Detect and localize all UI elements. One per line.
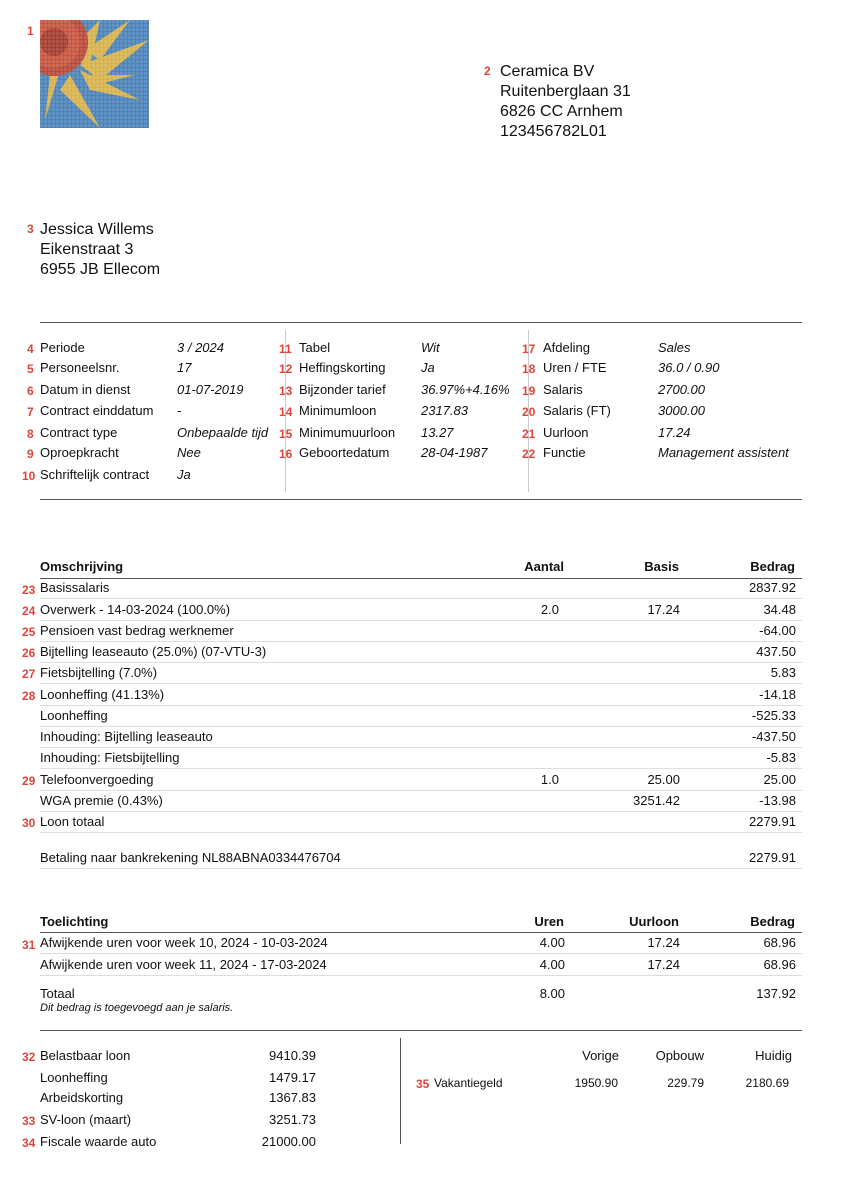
marker: 12 bbox=[279, 362, 293, 376]
marker: 23 bbox=[22, 583, 36, 597]
row-bedrag: 68.96 bbox=[763, 957, 796, 972]
row-bedrag: -525.33 bbox=[751, 708, 796, 723]
marker: 20 bbox=[522, 405, 536, 419]
info-label: Geboortedatum bbox=[299, 445, 390, 460]
info-value: 2700.00 bbox=[658, 382, 705, 397]
summary-label: Belastbaar loon bbox=[40, 1048, 131, 1063]
marker: 6 bbox=[27, 384, 34, 398]
row-divider bbox=[40, 868, 802, 869]
summary-value: 1367.83 bbox=[269, 1090, 316, 1105]
header-opbouw: Opbouw bbox=[655, 1048, 704, 1063]
vakantiegeld-huidig: 2180.69 bbox=[745, 1076, 789, 1090]
row-desc: Telefoonvergoeding bbox=[40, 772, 154, 787]
toelichting-note: Dit bedrag is toegevoegd aan je salaris. bbox=[40, 1002, 234, 1014]
row-desc: Loonheffing bbox=[40, 708, 108, 723]
total-desc: Totaal bbox=[40, 986, 75, 1001]
info-value: 01-07-2019 bbox=[177, 382, 244, 397]
row-divider bbox=[40, 662, 802, 663]
row-desc: Basissalaris bbox=[40, 580, 110, 595]
marker: 5 bbox=[27, 362, 34, 376]
row-desc: Loon totaal bbox=[40, 814, 105, 829]
row-uren: 4.00 bbox=[539, 957, 565, 972]
payment-bedrag: 2279.91 bbox=[749, 850, 796, 865]
divider bbox=[40, 932, 802, 933]
divider bbox=[40, 499, 802, 500]
row-divider bbox=[40, 705, 802, 706]
row-aantal: 1.0 bbox=[540, 772, 559, 787]
header-uren: Uren bbox=[534, 914, 564, 929]
marker: 19 bbox=[522, 384, 536, 398]
info-value: Onbepaalde tijd bbox=[177, 425, 269, 440]
marker: 14 bbox=[279, 405, 293, 419]
employee-street: Eikenstraat 3 bbox=[40, 241, 134, 258]
row-uurloon: 17.24 bbox=[647, 935, 680, 950]
divider bbox=[40, 578, 802, 579]
row-bedrag: -64.00 bbox=[759, 623, 796, 638]
total-bedrag: 137.92 bbox=[756, 986, 796, 1001]
info-label: Tabel bbox=[299, 340, 331, 355]
row-bedrag: 437.50 bbox=[756, 644, 796, 659]
header-uurloon: Uurloon bbox=[629, 914, 679, 929]
marker: 2 bbox=[484, 64, 491, 78]
info-value: - bbox=[177, 403, 182, 418]
row-divider bbox=[40, 683, 802, 684]
row-bedrag: 2279.91 bbox=[749, 814, 796, 829]
header-bedrag: Bedrag bbox=[750, 559, 795, 574]
row-bedrag: 34.48 bbox=[763, 602, 796, 617]
marker: 10 bbox=[22, 469, 36, 483]
row-bedrag: 2837.92 bbox=[749, 580, 796, 595]
summary-value: 3251.73 bbox=[269, 1112, 316, 1127]
info-value: 3000.00 bbox=[658, 403, 705, 418]
info-label: Contract type bbox=[40, 425, 118, 440]
marker: 4 bbox=[27, 342, 34, 356]
info-label: Personeelsnr. bbox=[40, 360, 120, 375]
divider bbox=[40, 322, 802, 323]
info-label: Bijzonder tarief bbox=[299, 382, 386, 397]
divider bbox=[40, 1030, 802, 1031]
info-value: Nee bbox=[177, 445, 201, 460]
header-omschrijving: Omschrijving bbox=[40, 559, 124, 574]
row-uren: 4.00 bbox=[539, 935, 565, 950]
info-label: Uren / FTE bbox=[543, 360, 607, 375]
info-label: Uurloon bbox=[543, 425, 589, 440]
marker: 24 bbox=[22, 604, 36, 618]
marker: 13 bbox=[279, 384, 293, 398]
row-desc: Afwijkende uren voor week 11, 2024 - 17-03-2024 bbox=[40, 957, 327, 972]
info-value: Ja bbox=[421, 360, 435, 375]
info-value: 13.27 bbox=[421, 425, 454, 440]
info-label: Afdeling bbox=[543, 340, 590, 355]
marker: 31 bbox=[22, 938, 36, 952]
row-divider bbox=[40, 811, 802, 812]
vakantiegeld-label: Vakantiegeld bbox=[434, 1076, 503, 1090]
row-desc: Loonheffing (41.13%) bbox=[40, 687, 165, 702]
row-desc: Inhouding: Bijtelling leaseauto bbox=[40, 729, 213, 744]
marker: 33 bbox=[22, 1114, 36, 1128]
row-basis: 25.00 bbox=[647, 772, 680, 787]
info-value: Wit bbox=[421, 340, 440, 355]
employer-number: 123456782L01 bbox=[500, 123, 607, 140]
company-logo bbox=[40, 20, 149, 128]
info-value: Ja bbox=[177, 467, 191, 482]
info-value: Sales bbox=[658, 340, 691, 355]
marker: 26 bbox=[22, 646, 36, 660]
info-label: Contract einddatum bbox=[40, 403, 154, 418]
marker: 25 bbox=[22, 625, 36, 639]
row-desc: Bijtelling leaseauto (25.0%) (07-VTU-3) bbox=[40, 644, 267, 659]
row-desc: Overwerk - 14-03-2024 (100.0%) bbox=[40, 602, 231, 617]
header-vorige: Vorige bbox=[582, 1048, 619, 1063]
summary-value: 9410.39 bbox=[269, 1048, 316, 1063]
summary-value: 1479.17 bbox=[269, 1070, 316, 1085]
info-label: Minimumuurloon bbox=[299, 425, 396, 440]
row-bedrag: -14.18 bbox=[759, 687, 796, 702]
employer-street: Ruitenberglaan 31 bbox=[500, 83, 631, 100]
marker: 28 bbox=[22, 689, 36, 703]
row-divider bbox=[40, 726, 802, 727]
employee-name: Jessica Willems bbox=[40, 221, 154, 238]
vakantiegeld-opbouw: 229.79 bbox=[667, 1076, 704, 1090]
marker: 15 bbox=[279, 427, 293, 441]
marker: 32 bbox=[22, 1050, 36, 1064]
info-value: 36.97%+4.16% bbox=[421, 382, 510, 397]
marker: 1 bbox=[27, 24, 34, 38]
info-label: Periode bbox=[40, 340, 85, 355]
summary-value: 21000.00 bbox=[261, 1134, 316, 1149]
info-value: 2317.83 bbox=[421, 403, 468, 418]
marker: 11 bbox=[279, 342, 292, 356]
info-label: Functie bbox=[543, 445, 586, 460]
info-value: 36.0 / 0.90 bbox=[658, 360, 720, 375]
payment-desc: Betaling naar bankrekening NL88ABNA0334476704 bbox=[40, 850, 341, 865]
info-label: Salaris bbox=[543, 382, 583, 397]
marker: 18 bbox=[522, 362, 536, 376]
info-label: Heffingskorting bbox=[299, 360, 386, 375]
column-divider bbox=[400, 1038, 401, 1144]
row-divider bbox=[40, 747, 802, 748]
summary-label: Loonheffing bbox=[40, 1070, 108, 1085]
info-label: Oproepkracht bbox=[40, 445, 119, 460]
row-bedrag: 5.83 bbox=[770, 665, 796, 680]
summary-label: Fiscale waarde auto bbox=[40, 1134, 157, 1149]
employer-name: Ceramica BV bbox=[500, 63, 595, 80]
row-desc: Inhouding: Fietsbijtelling bbox=[40, 750, 180, 765]
info-label: Schriftelijk contract bbox=[40, 467, 150, 482]
marker: 29 bbox=[22, 774, 36, 788]
marker: 3 bbox=[27, 222, 34, 236]
row-bedrag: 25.00 bbox=[763, 772, 796, 787]
row-divider bbox=[40, 832, 802, 833]
row-bedrag: -13.98 bbox=[759, 793, 796, 808]
row-divider bbox=[40, 975, 802, 976]
marker: 21 bbox=[522, 427, 536, 441]
header-aantal: Aantal bbox=[524, 559, 564, 574]
row-divider bbox=[40, 598, 802, 599]
marker: 22 bbox=[522, 447, 536, 461]
row-desc: Pensioen vast bedrag werknemer bbox=[40, 623, 234, 638]
row-uurloon: 17.24 bbox=[647, 957, 680, 972]
info-label: Datum in dienst bbox=[40, 382, 131, 397]
marker: 9 bbox=[27, 447, 34, 461]
row-bedrag: 68.96 bbox=[763, 935, 796, 950]
marker: 16 bbox=[279, 447, 293, 461]
marker: 34 bbox=[22, 1136, 36, 1150]
row-divider bbox=[40, 768, 802, 769]
row-divider bbox=[40, 953, 802, 954]
row-desc: Fietsbijtelling (7.0%) bbox=[40, 665, 158, 680]
row-divider bbox=[40, 641, 802, 642]
row-desc: WGA premie (0.43%) bbox=[40, 793, 163, 808]
marker: 35 bbox=[416, 1077, 430, 1091]
info-value: 17 bbox=[177, 360, 192, 375]
header-huidig: Huidig bbox=[755, 1048, 792, 1063]
header-basis: Basis bbox=[644, 559, 679, 574]
info-value: Management assistent bbox=[658, 445, 789, 460]
marker: 27 bbox=[22, 667, 36, 681]
row-bedrag: -5.83 bbox=[766, 750, 796, 765]
summary-label: SV-loon (maart) bbox=[40, 1112, 132, 1127]
info-value: 28-04-1987 bbox=[421, 445, 488, 460]
employer-address bbox=[500, 62, 631, 142]
header-bedrag: Bedrag bbox=[750, 914, 795, 929]
marker: 17 bbox=[522, 342, 536, 356]
row-basis: 17.24 bbox=[647, 602, 680, 617]
info-label: Salaris (FT) bbox=[543, 403, 611, 418]
vakantiegeld-vorige: 1950.90 bbox=[574, 1076, 618, 1090]
summary-label: Arbeidskorting bbox=[40, 1090, 124, 1105]
total-uren: 8.00 bbox=[539, 986, 565, 1001]
marker: 8 bbox=[27, 427, 34, 441]
marker: 30 bbox=[22, 816, 36, 830]
employee-city: 6955 JB Ellecom bbox=[40, 261, 161, 278]
row-bedrag: -437.50 bbox=[751, 729, 796, 744]
info-value: 3 / 2024 bbox=[177, 340, 224, 355]
employer-city: 6826 CC Arnhem bbox=[500, 103, 623, 120]
row-divider bbox=[40, 620, 802, 621]
row-aantal: 2.0 bbox=[540, 602, 559, 617]
info-label: Minimumloon bbox=[299, 403, 377, 418]
info-value: 17.24 bbox=[658, 425, 691, 440]
row-desc: Afwijkende uren voor week 10, 2024 - 10-03-2024 bbox=[40, 935, 328, 950]
employee-address bbox=[40, 220, 160, 280]
row-divider bbox=[40, 790, 802, 791]
header-toelichting: Toelichting bbox=[40, 914, 109, 929]
marker: 7 bbox=[27, 405, 34, 419]
row-basis: 3251.42 bbox=[633, 793, 680, 808]
